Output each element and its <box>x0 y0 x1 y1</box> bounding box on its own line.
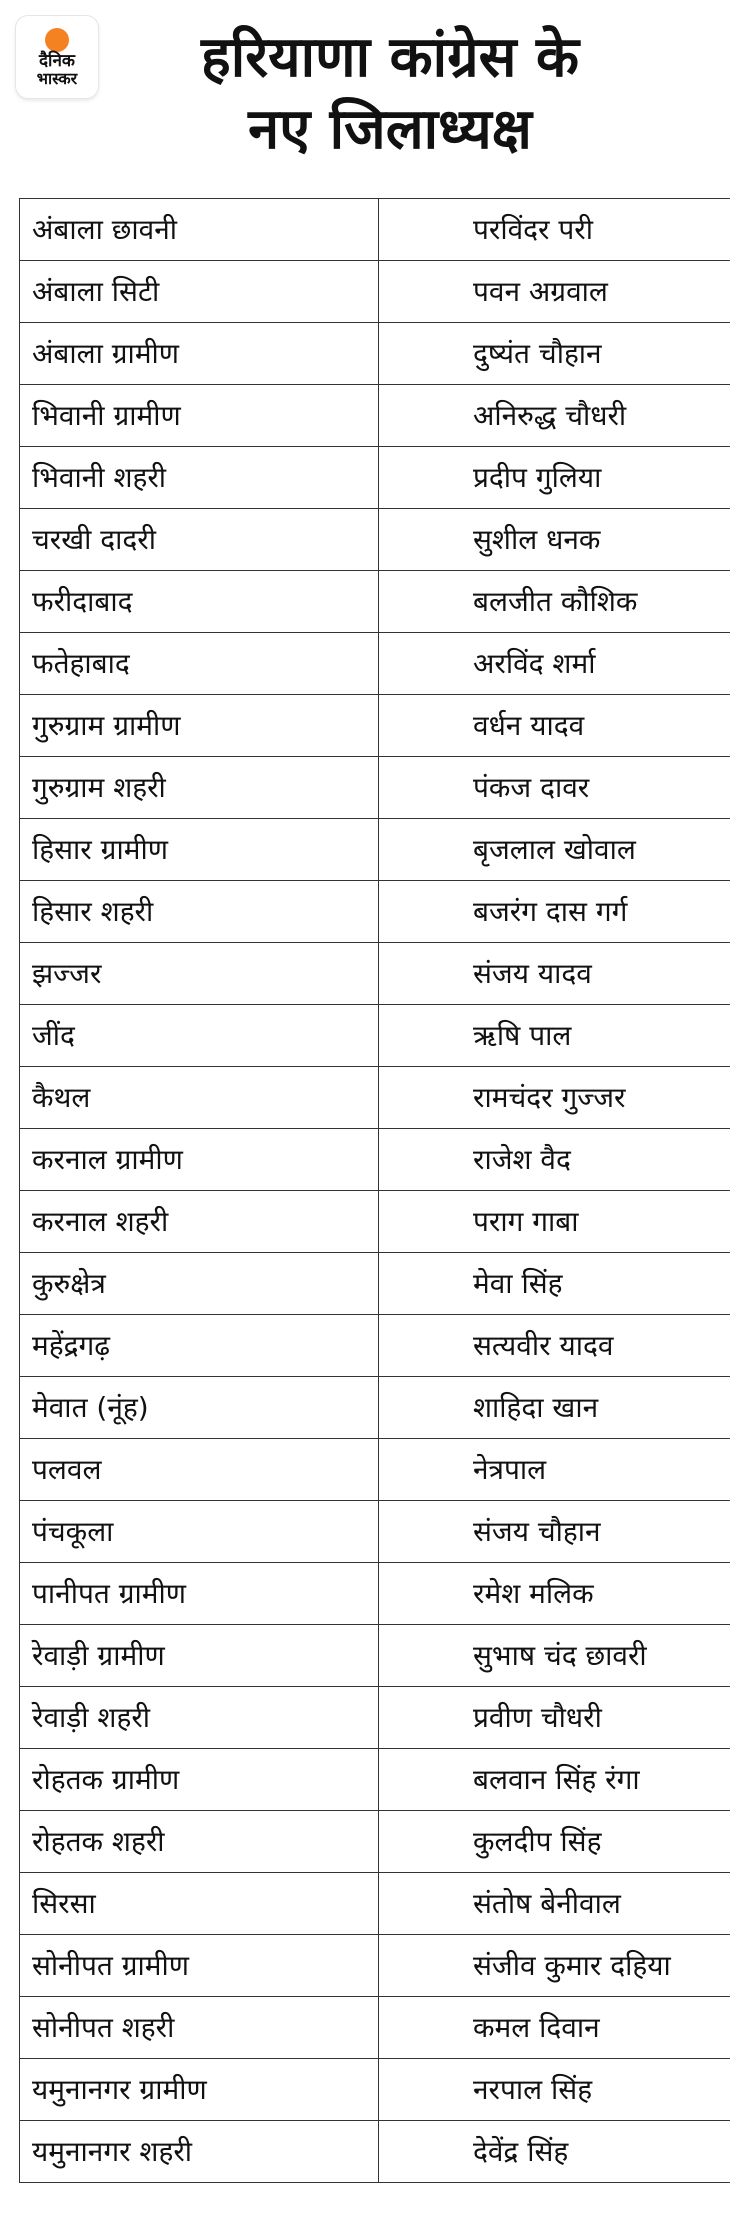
table <box>19 198 730 2183</box>
president-cell: प्रवीण चौधरी <box>379 1687 730 1749</box>
table-row <box>20 633 730 695</box>
president-cell: बृजलाल खोवाल <box>379 819 730 881</box>
logo-text-line2: भास्कर <box>36 69 78 88</box>
table-row <box>20 1873 730 1935</box>
table-row <box>20 571 730 633</box>
district-cell: भिवानी ग्रामीण <box>20 385 379 447</box>
table-row <box>20 881 730 943</box>
table-row <box>20 1377 730 1439</box>
president-cell: कुलदीप सिंह <box>379 1811 730 1873</box>
table-row <box>20 323 730 385</box>
district-cell: मेवात (नूंह) <box>20 1377 379 1439</box>
table-row <box>20 1935 730 1997</box>
district-cell: अंबाला सिटी <box>20 261 379 323</box>
district-cell: गुरुग्राम शहरी <box>20 757 379 819</box>
president-cell: देवेंद्र सिंह <box>379 2121 730 2183</box>
table-row <box>20 1687 730 1749</box>
table-row <box>20 2121 730 2183</box>
president-cell: पवन अग्रवाल <box>379 261 730 323</box>
district-cell: सोनीपत शहरी <box>20 1997 379 2059</box>
district-cell: रोहतक ग्रामीण <box>20 1749 379 1811</box>
table-row <box>20 819 730 881</box>
district-cell: अंबाला ग्रामीण <box>20 323 379 385</box>
president-cell: शाहिदा खान <box>379 1377 730 1439</box>
table-row <box>20 1191 730 1253</box>
president-cell: दुष्यंत चौहान <box>379 323 730 385</box>
president-cell: संतोष बेनीवाल <box>379 1873 730 1935</box>
table-row <box>20 1625 730 1687</box>
district-cell: यमुनानगर ग्रामीण <box>20 2059 379 2121</box>
district-cell: फरीदाबाद <box>20 571 379 633</box>
president-cell: संजीव कुमार दहिया <box>379 1935 730 1997</box>
president-cell: सत्यवीर यादव <box>379 1315 730 1377</box>
district-cell: कैथल <box>20 1067 379 1129</box>
district-cell: हिसार ग्रामीण <box>20 819 379 881</box>
table-row <box>20 1439 730 1501</box>
president-cell: प्रदीप गुलिया <box>379 447 730 509</box>
president-cell: बलजीत कौशिक <box>379 571 730 633</box>
president-cell: बलवान सिंह रंगा <box>379 1749 730 1811</box>
district-cell: गुरुग्राम ग्रामीण <box>20 695 379 757</box>
district-cell: सोनीपत ग्रामीण <box>20 1935 379 1997</box>
district-cell: रेवाड़ी शहरी <box>20 1687 379 1749</box>
table-row <box>20 509 730 571</box>
title-line-2: नए जिलाध्यक्ष <box>248 97 532 162</box>
president-cell: अरविंद शर्मा <box>379 633 730 695</box>
district-cell: कुरुक्षेत्र <box>20 1253 379 1315</box>
table-row <box>20 2059 730 2121</box>
president-cell: रामचंदर गुज्जर <box>379 1067 730 1129</box>
president-cell: ऋषि पाल <box>379 1005 730 1067</box>
president-cell: बजरंग दास गर्ग <box>379 881 730 943</box>
page-header <box>0 0 730 180</box>
district-cell: जींद <box>20 1005 379 1067</box>
district-cell: पंचकूला <box>20 1501 379 1563</box>
table-row <box>20 1501 730 1563</box>
table-row <box>20 1005 730 1067</box>
table-row <box>20 1253 730 1315</box>
president-cell: संजय यादव <box>379 943 730 1005</box>
dainik-bhaskar-logo <box>16 16 98 98</box>
table-row <box>20 1811 730 1873</box>
sun-icon <box>45 28 69 52</box>
president-cell: अनिरुद्ध चौधरी <box>379 385 730 447</box>
district-cell: करनाल ग्रामीण <box>20 1129 379 1191</box>
district-cell: चरखी दादरी <box>20 509 379 571</box>
district-cell: अंबाला छावनी <box>20 199 379 261</box>
table-row <box>20 199 730 261</box>
table-row <box>20 1997 730 2059</box>
table-row <box>20 1129 730 1191</box>
table-row <box>20 1315 730 1377</box>
table-row <box>20 1067 730 1129</box>
district-cell: सिरसा <box>20 1873 379 1935</box>
president-cell: संजय चौहान <box>379 1501 730 1563</box>
president-cell: वर्धन यादव <box>379 695 730 757</box>
district-cell: रोहतक शहरी <box>20 1811 379 1873</box>
district-cell: पानीपत ग्रामीण <box>20 1563 379 1625</box>
district-cell: महेंद्रगढ़ <box>20 1315 379 1377</box>
table-row <box>20 1563 730 1625</box>
table-row <box>20 943 730 1005</box>
president-cell: सुभाष चंद छावरी <box>379 1625 730 1687</box>
table-row <box>20 757 730 819</box>
president-cell: रमेश मलिक <box>379 1563 730 1625</box>
president-cell: मेवा सिंह <box>379 1253 730 1315</box>
president-cell: सुशील धनक <box>379 509 730 571</box>
page-title <box>110 22 670 166</box>
table-row <box>20 695 730 757</box>
district-cell: झज्जर <box>20 943 379 1005</box>
table-body <box>20 199 730 2183</box>
table-row <box>20 385 730 447</box>
district-cell: फतेहाबाद <box>20 633 379 695</box>
table-row <box>20 261 730 323</box>
district-cell: हिसार शहरी <box>20 881 379 943</box>
district-cell: करनाल शहरी <box>20 1191 379 1253</box>
president-cell: कमल दिवान <box>379 1997 730 2059</box>
president-cell: नरपाल सिंह <box>379 2059 730 2121</box>
district-cell: रेवाड़ी ग्रामीण <box>20 1625 379 1687</box>
president-cell: पराग गाबा <box>379 1191 730 1253</box>
president-cell: राजेश वैद <box>379 1129 730 1191</box>
president-cell: नेत्रपाल <box>379 1439 730 1501</box>
president-cell: पंकज दावर <box>379 757 730 819</box>
table-row <box>20 447 730 509</box>
logo-text-line1: दैनिक <box>39 51 75 71</box>
district-cell: यमुनानगर शहरी <box>20 2121 379 2183</box>
district-cell: पलवल <box>20 1439 379 1501</box>
district-presidents-table <box>19 198 711 2183</box>
district-cell: भिवानी शहरी <box>20 447 379 509</box>
table-row <box>20 1749 730 1811</box>
title-line-1: हरियाणा कांग्रेस के <box>200 25 580 90</box>
president-cell: परविंदर परी <box>379 199 730 261</box>
